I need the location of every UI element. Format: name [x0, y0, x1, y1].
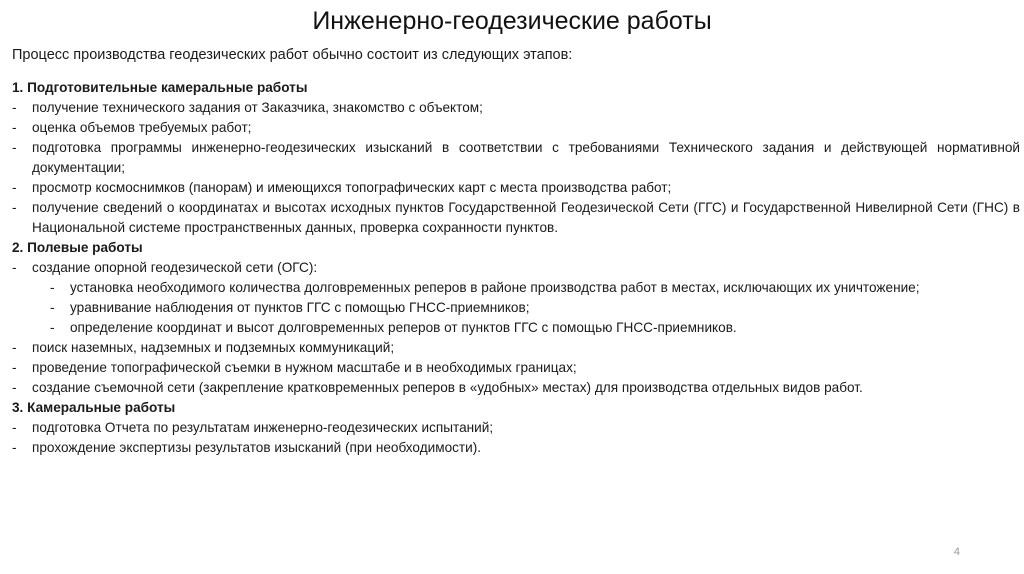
section-heading-office: 3. Камеральные работы: [12, 400, 176, 415]
list-item: - подготовка Отчета по результатам инженерно-геодезических испытаний;: [12, 418, 1020, 438]
list-item: - подготовка программы инженерно-геодезических изысканий в соответствии с требованиями Технического задания и действующей нормативной документации;: [12, 140, 1020, 175]
list-item: - проведение топографической съемки в нужном масштабе и в необходимых границах;: [12, 358, 1020, 378]
sub-list-item: - установка необходимого количества долговременных реперов в районе производства работ в местах, исключающих их уничтожение;: [12, 278, 1020, 298]
bullet-dash: -: [12, 360, 17, 375]
list-item: - поиск наземных, надземных и подземных коммуникаций;: [12, 338, 1020, 358]
bullet-dash: -: [12, 440, 17, 455]
page-title: Инженерно-геодезические работы: [312, 7, 712, 35]
list-item: - получение технического задания от Заказчика, знакомство с объектом;: [12, 98, 1020, 118]
list-item: - получение сведений о координатах и высотах исходных пунктов Государственной Геодезической Сети (ГГС) и Государственной Нивелирной Сети (ГНС) в Национальной системе пространственных данных, проверка сохранности пунктов.: [12, 200, 1020, 235]
list-item: - создание опорной геодезической сети (ОГС):: [12, 258, 1020, 278]
bullet-dash: -: [12, 380, 17, 395]
bullet-dash: -: [12, 140, 17, 155]
bullet-dash: -: [12, 120, 17, 135]
list-item: - оценка объемов требуемых работ;: [12, 118, 1020, 138]
bullet-dash: -: [50, 320, 55, 335]
bullet-dash: -: [12, 420, 17, 435]
stages-list: [12, 78, 1020, 458]
bullet-dash: -: [12, 100, 17, 115]
sub-list-item: - определение координат и высот долговременных реперов от пунктов ГГС с помощью ГНСС-приемников.: [12, 318, 1020, 338]
bullet-dash: -: [12, 180, 17, 195]
bullet-dash: -: [50, 300, 55, 315]
bullet-dash: -: [12, 260, 17, 275]
section-heading-field: 2. Полевые работы: [12, 240, 143, 255]
bullet-dash: -: [12, 340, 17, 355]
bullet-dash: -: [50, 280, 55, 295]
bullet-dash: -: [12, 200, 17, 215]
list-item: - прохождение экспертизы результатов изысканий (при необходимости).: [12, 438, 1020, 458]
section-heading-preparatory: 1. Подготовительные камеральные работы: [12, 80, 308, 95]
sub-list-item: - уравнивание наблюдения от пунктов ГГС с помощью ГНСС-приемников;: [12, 298, 1020, 318]
intro-text: Процесс производства геодезических работ обычно состоит из следующих этапов:: [12, 47, 573, 63]
list-item: - просмотр космоснимков (панорам) и имеющихся топографических карт с места производства работ;: [12, 178, 1020, 198]
page-number: 4: [953, 546, 960, 558]
list-item: - создание съемочной сети (закрепление кратковременных реперов в «удобных» местах) для производства отдельных видов работ.: [12, 378, 1020, 398]
